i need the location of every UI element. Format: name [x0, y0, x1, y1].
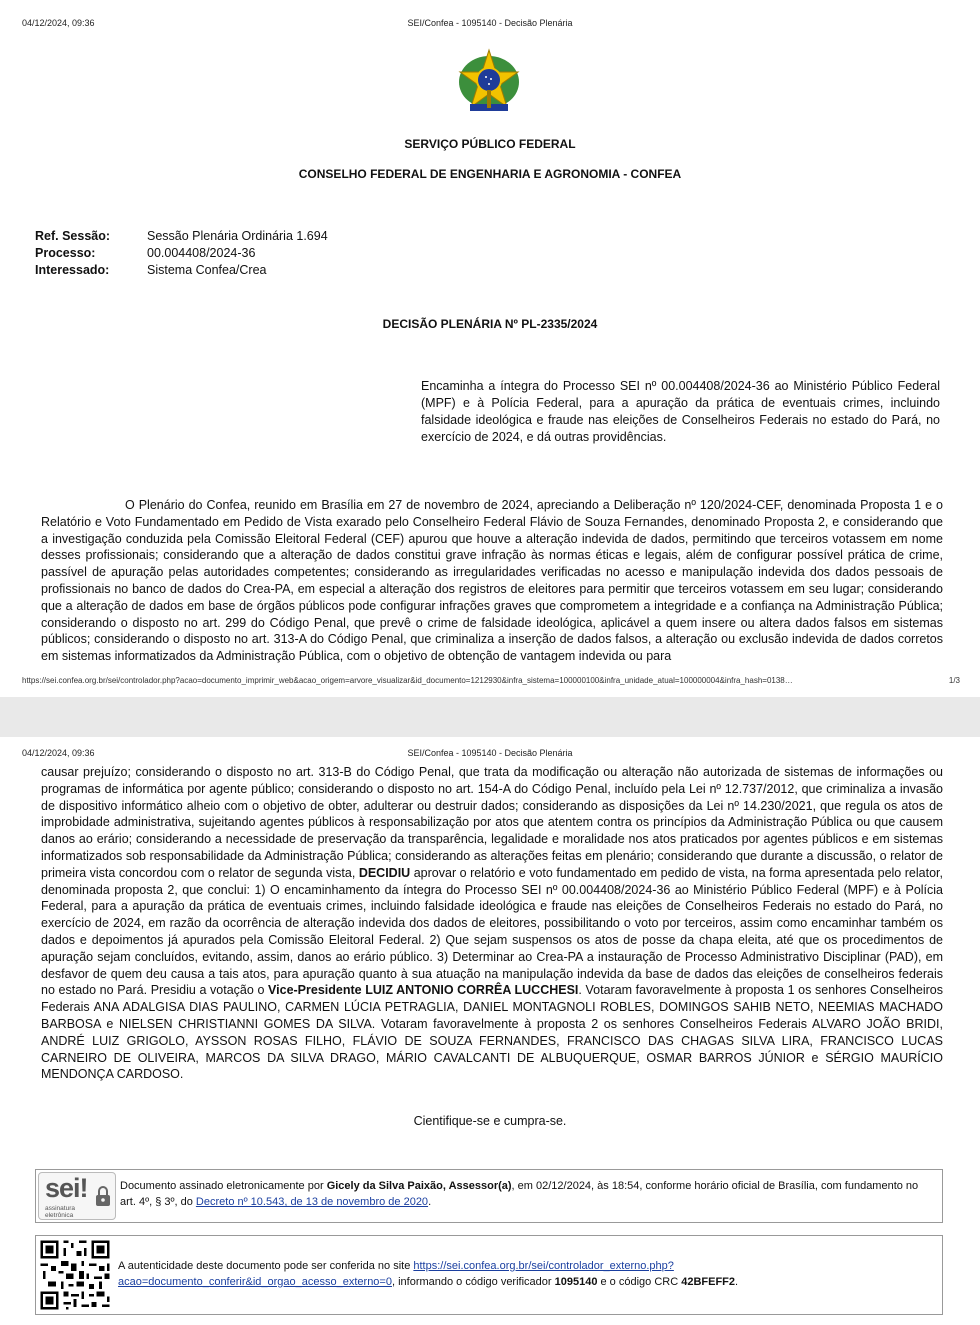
- authenticity-text-segment: , informando o código verificador: [391, 1276, 555, 1288]
- decision-body-part-1: O Plenário do Confea, reunido em Brasília em 27 de novembro de 2024, apreciando a Deliberação nº 120/2024-CEF, denominada Proposta 1 e o Relatório e Voto Fundamentado em Pedido de Vista exarado pelo Conselheiro Federal Flávio de Souza Fernandes, denominado Proposta 2, e considerando que a investigação conduzida pela Comissão Eleitoral Federal (CEF) apurou que houve a alteração indevida de dados, permitindo que terceiros votassem em nome desses profissionais; considerando que a alteração de dados constitui grave infração às normas éticas e legais, além de configurar possível prática de crime, passível de apuração pelas autoridades competentes; considerando as irregularidades verificadas no acesso e manipulação indevida dos dados pessoais de profissionais no banco de dados do Crea-PA, em especial a alteração dos registros de eleitores para permitir que terceiros votassem em seu lugar; considerando que a alteração de dados em base de órgãos públicos pode configurar infrações graves que comprometem a integridade e a confiança na Administração Pública; considerando o disposto no art. 299 do Código Penal, que prevê o crime de falsidade ideológica, aplicável a quem insere ou altera dados falsos em sistemas públicos; considerando o disposto no art. 313-A do Código Penal, que criminaliza a inserção de dados falsos, a alteração ou exclusão indevida de dados corretos em sistemas informatizados da Administração Pública, com o objetivo de obtenção de vantagem indevida ou para: [41, 498, 943, 664]
- meta-row-session: [35, 228, 328, 245]
- document-page-2: [0, 737, 980, 1325]
- authenticity-text: [118, 1258, 933, 1290]
- sei-logo: [38, 1172, 116, 1220]
- meta-row-process: [35, 245, 328, 262]
- print-date: 04/12/2024, 09:36: [22, 748, 95, 758]
- meta-value: Sistema Confea/Crea: [147, 263, 267, 277]
- signature-text-segment: .: [428, 1196, 432, 1208]
- meta-value: 00.004408/2024-36: [147, 246, 256, 260]
- meta-label: Processo:: [35, 246, 96, 260]
- print-title: SEI/Confea - 1095140 - Decisão Plenária: [407, 18, 573, 28]
- session-metadata: [35, 228, 328, 279]
- verification-link[interactable]: https://sei.confea.org.br/sei/controlador_externo.php?acao=documento_conferir&id_orgao_acesso_externo=0: [118, 1260, 674, 1288]
- qr-code-icon: [38, 1238, 112, 1312]
- council-title: CONSELHO FEDERAL DE ENGENHARIA E AGRONOMIA - CONFEA: [298, 167, 682, 181]
- decision-summary: Encaminha a íntegra do Processo SEI nº 00.004408/2024-36 ao Ministério Público Federal (MPF) e à Polícia Federal, para a apuração da prática de eventuais crimes, incluindo falsidade ideológica e fraude nas eleições de Conselheiros Federais no estado do Pará, no exercício de 2024, e dá outras providências.: [421, 379, 940, 444]
- print-date: 04/12/2024, 09:36: [22, 18, 95, 28]
- meta-label: Ref. Sessão:: [35, 229, 111, 243]
- decided-keyword: DECIDIU: [358, 865, 411, 880]
- meta-value: Sessão Plenária Ordinária 1.694: [147, 229, 328, 243]
- body-text-segment: causar prejuízo; considerando o disposto no art. 313-B do Código Penal, que trata da modificação ou alteração não autorizada de sistemas de informações ou programas de informática por agente público; considerando o disposto no art. 154-A do Código Penal, incluído pela Lei nº 12.737/2012, que criminaliza a invasão de dispositivo informático alheio com o objetivo de obter, adulterar ou destruir dados; considerando as disposições da Lei nº 14.230/2021, que regula os atos de improbidade administrativa, sujeitando agentes públicos à responsabilização por atos que atentem contra os princípios da Administração Pública ou que causem danos ao erário; considerando a necessidade de preservação da transparência, legalidade e moralidade nos atos praticados por agentes públicos e em sistemas informatizados sob responsabilidade da Administração Pública; considerando as alterações feitas em plenário; considerando que durante a discussão, o relator de primeira vista concordou com o relator de segunda vista,: [41, 765, 943, 880]
- authenticity-text-segment: e o código CRC: [597, 1276, 682, 1288]
- authenticity-text-segment: .: [735, 1276, 739, 1288]
- service-title: SERVIÇO PÚBLICO FEDERAL: [404, 137, 576, 151]
- sei-logo-word: sei!: [45, 1173, 88, 1203]
- signature-text-segment: , em 02/12/2024, às 18:54, conforme horário oficial de Brasília, com fundamento no art. 4º, § 3º, do: [120, 1180, 919, 1208]
- authenticity-box: [35, 1235, 943, 1315]
- brazil-coat-of-arms-icon: [456, 46, 522, 116]
- page-number: 1/3: [948, 676, 960, 685]
- decree-link[interactable]: Decreto nº 10.543, de 13 de novembro de 2020: [195, 1196, 429, 1208]
- presiding-officer: Vice-Presidente LUIZ ANTONIO CORRÊA LUCCHESI: [268, 983, 579, 998]
- lock-icon: [95, 1185, 111, 1207]
- print-title: SEI/Confea - 1095140 - Decisão Plenária: [407, 748, 573, 758]
- body-text-segment: . Votaram favoravelmente à proposta 1 os senhores Conselheiros Federais ANA ADALGISA DIAS PAULINO, CARMEN LÚCIA PETRAGLIA, DANIEL MONTAGNOLI ROBLES, DOMINGOS SAHIB NETO, NEEMIAS MACHADO BARBOSA e NIELSEN CHRISTIANNI GOMES DA SILVA. Votaram favoravelmente à proposta 2 os senhores Conselheiros Federais ALVARO JOÃO BRIDI, ANDRÉ LUIZ GRIGOLO, AYSSON ROSAS FILHO, FLÁVIO DE SOUZA FERNANDES, FRANCISCO DAS CHAGAS SILVA LIRA, FRANCISCO LUCAS CARNEIRO DE OLIVEIRA, MARCOS DA SILVA DRAGO, MÁRIO CAVALCANTI DE ALBUQUERQUE, OSMAR BARROS JÚNIOR e SÉRGIO MAURÍCIO MENDONÇA CARDOSO.: [41, 983, 943, 1082]
- decision-title: DECISÃO PLENÁRIA Nº PL-2335/2024: [382, 317, 598, 331]
- electronic-signature-box: [35, 1169, 943, 1223]
- meta-row-interested: [35, 262, 328, 279]
- authenticity-text-segment: A autenticidade deste documento pode ser conferida no site: [118, 1260, 414, 1272]
- verifier-code: 1095140: [554, 1276, 598, 1288]
- crc-code: 42BFEFF2: [681, 1276, 736, 1288]
- print-footer-url: https://sei.confea.org.br/sei/controlador.php?acao=documento_imprimir_web&acao_origem=arvore_visualizar&id_documento=1212930&infra_sistema=100000100&infra_unidade_atual=100000004&infra_hash=0138…: [22, 676, 793, 685]
- decision-body-part-2: [41, 764, 943, 1083]
- signer-name: Gicely da Silva Paixão, Assessor(a): [326, 1180, 512, 1192]
- signature-text: [120, 1178, 935, 1210]
- closing-statement: Cientifique-se e cumpra-se.: [413, 1114, 567, 1128]
- signature-text-segment: Documento assinado eletronicamente por: [120, 1180, 327, 1192]
- sei-logo-subtitle: assinatura eletrônica: [45, 1205, 75, 1219]
- body-text-segment: aprovar o relatório e voto fundamentado em pedido de vista, na forma apresentada pelo relator, denominada proposta 2, que conclui: 1) O encaminhamento da íntegra do Processo SEI nº 00.004408/2024-36 ao Ministério Público Federal (MPF) e à Polícia Federal, para a apuração da prática de eventuais crimes, incluindo falsidade ideológica e fraude nas eleições de Conselheiros Federais no estado do Pará, no exercício de 2024, em razão da ocorrência de alteração indevida dos dados de eleitores, possibilitando o voto por terceiros, assim como encaminhar também os dados e depoimentos já apurados pela Comissão Eleitoral Federal. 2) Que sejam suspensos os atos de posse da chapa eleita, até que os procedimentos de apuração sejam concluídos, evitando, assim, danos ao erário público. 3) Determinar ao Crea-PA a instauração de Processo Administrativo Disciplinar (PAD), em desfavor de quem deu causa a tais atos, para apuração quanto à sua atuação na manipulação indevida da base de dados das eleições de conselheiros federais no estado no Pará. Presidiu a votação o: [41, 865, 943, 998]
- meta-label: Interessado:: [35, 263, 110, 277]
